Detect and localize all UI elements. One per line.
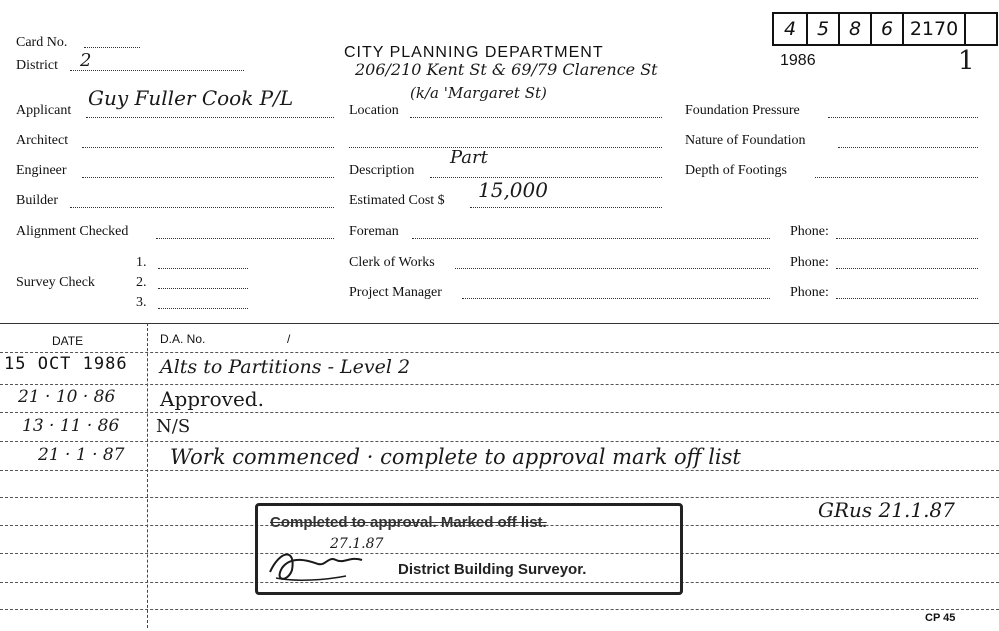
signature-icon — [266, 542, 376, 586]
log-entry: Approved. — [160, 387, 264, 411]
builder-line — [70, 207, 334, 208]
log-entry: N/S — [156, 416, 191, 437]
card-number-box — [772, 12, 998, 46]
clerk-of-works-line — [455, 268, 770, 269]
alignment-checked-line — [156, 238, 334, 239]
nature-of-foundation-label: Nature of Foundation — [685, 133, 806, 148]
page-title: CITY PLANNING DEPARTMENT — [344, 44, 604, 61]
survey-2-line — [158, 288, 248, 289]
card-number-digit: 8 — [840, 14, 872, 44]
project-manager-label: Project Manager — [349, 285, 442, 300]
architect-label: Architect — [16, 133, 69, 148]
date-header: DATE — [52, 334, 84, 348]
district-label: District — [16, 58, 58, 73]
year: 1986 — [780, 52, 816, 69]
foreman-line — [412, 238, 770, 239]
applicant-value: Guy Fuller Cook P/L — [88, 86, 294, 110]
log-rule — [0, 470, 999, 471]
card-number-digit: 4 — [774, 14, 808, 44]
phone-label-foreman: Phone: — [790, 224, 829, 239]
log-entry: Work commenced · complete to approval mark off list — [170, 445, 741, 469]
log-rule — [0, 384, 999, 385]
foundation-pressure-label: Foundation Pressure — [685, 103, 800, 118]
depth-of-footings-line — [815, 177, 978, 178]
stamp-line-2: District Building Surveyor. — [398, 561, 587, 578]
estimated-cost-label: Estimated Cost $ — [349, 193, 445, 208]
approval-stamp — [255, 503, 683, 595]
district-line — [70, 70, 244, 71]
estimated-cost-line — [470, 207, 662, 208]
location-label: Location — [349, 103, 399, 118]
engineer-label: Engineer — [16, 163, 67, 178]
log-date: 21 · 1 · 87 — [38, 445, 125, 465]
card-number-digit: 5 — [808, 14, 840, 44]
log-rule — [0, 609, 999, 610]
survey-check-label: Survey Check — [16, 275, 95, 290]
applicant-line — [86, 117, 334, 118]
phone-label-pm: Phone: — [790, 285, 829, 300]
survey-1-line — [158, 268, 248, 269]
builder-label: Builder — [16, 193, 58, 208]
card-number-main: 2170 — [904, 14, 966, 44]
architect-line — [82, 147, 334, 148]
log-date: 13 · 11 · 86 — [22, 416, 120, 436]
log-date: 15 OCT 1986 — [4, 354, 128, 374]
da-no-slash: / — [287, 332, 291, 346]
location-line — [410, 117, 662, 118]
log-entry: Alts to Partitions - Level 2 — [160, 356, 411, 378]
description-label: Description — [349, 163, 415, 178]
signoff: GRus 21.1.87 — [818, 498, 955, 522]
form-code: CP 45 — [925, 612, 956, 624]
phone-line-clerk — [836, 268, 978, 269]
log-date: 21 · 10 · 86 — [18, 387, 116, 407]
stamp-line-1: Completed to approval. Marked off list. — [270, 514, 547, 531]
location-line-2 — [349, 147, 662, 148]
project-manager-line — [462, 298, 770, 299]
card-no-line — [84, 47, 140, 48]
address-aka-value: (k/a 'Margaret St) — [410, 84, 547, 102]
log-rule — [0, 352, 999, 353]
survey-3-label: 3. — [136, 295, 147, 310]
estimated-cost-value: 15,000 — [478, 178, 548, 202]
clerk-of-works-label: Clerk of Works — [349, 255, 435, 270]
stamp-date: 27.1.87 — [330, 536, 384, 552]
applicant-label: Applicant — [16, 103, 72, 118]
foreman-label: Foreman — [349, 224, 399, 239]
survey-2-label: 2. — [136, 275, 147, 290]
phone-line-foreman — [836, 238, 978, 239]
section-divider — [0, 323, 999, 324]
sheet-number: 1 — [958, 46, 975, 76]
alignment-checked-label: Alignment Checked — [16, 224, 129, 239]
log-rule — [0, 412, 999, 413]
foundation-pressure-line — [828, 117, 978, 118]
depth-of-footings-label: Depth of Footings — [685, 163, 787, 178]
address-value: 206/210 Kent St & 69/79 Clarence St — [355, 60, 658, 79]
card-number-digit: 6 — [872, 14, 904, 44]
survey-3-line — [158, 308, 248, 309]
card-no-label: Card No. — [16, 35, 68, 50]
nature-of-foundation-line — [838, 147, 978, 148]
phone-line-pm — [836, 298, 978, 299]
engineer-line — [82, 177, 334, 178]
survey-1-label: 1. — [136, 255, 147, 270]
description-value: Part — [450, 147, 488, 168]
da-no-header: D.A. No. — [160, 332, 206, 346]
phone-label-clerk: Phone: — [790, 255, 829, 270]
district-value: 2 — [80, 50, 92, 71]
log-rule — [0, 441, 999, 442]
